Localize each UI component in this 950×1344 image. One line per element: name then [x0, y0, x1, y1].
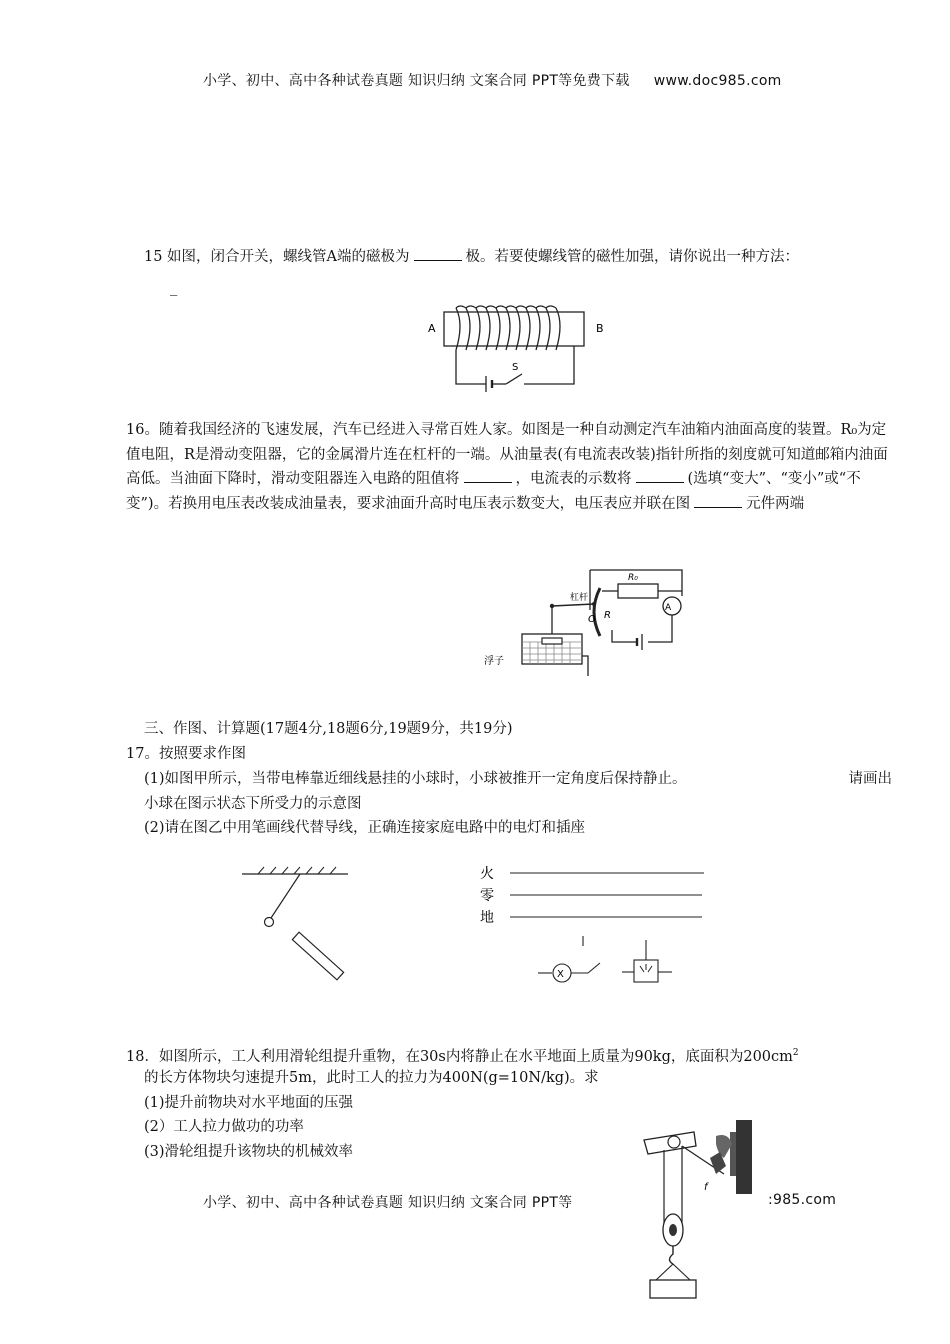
- switch-blade: [506, 374, 522, 384]
- q15-text: 15 如图，闭合开关，螺线管A端的磁极为 极。若要使螺线管的磁性加强，请你说出一种方法：: [144, 245, 799, 269]
- label-s: S: [512, 362, 519, 373]
- wire-label-ground: 地: [480, 910, 494, 926]
- label-f: f: [704, 1182, 708, 1193]
- header-text: 小学、初中、高中各种试卷真题 知识归纳 文案合同 PPT等免费下载: [203, 73, 630, 89]
- q16-blank-current[interactable]: [636, 468, 684, 483]
- q18-sub3: (3)滑轮组提升该物块的机械效率: [144, 1144, 354, 1160]
- footer-site[interactable]: :985.com: [768, 1192, 837, 1208]
- rheostat-r: [594, 588, 600, 636]
- label-o: O: [588, 614, 596, 625]
- label-r: R: [604, 610, 611, 621]
- thread: [271, 874, 300, 918]
- header-site[interactable]: www.doc985.com: [653, 73, 782, 89]
- label-b: B: [596, 322, 604, 335]
- section3-title: 三、作图、计算题(17题4分,18题6分,19题9分，共19分): [144, 721, 513, 737]
- lamp-x: X: [557, 969, 564, 980]
- socket-symbol: [634, 960, 658, 982]
- q17-item2: (2)请在图乙中用笔画线代替导线，正确连接家庭电路中的电灯和插座: [144, 820, 586, 836]
- float: [542, 638, 562, 644]
- q18-pulley-diagram: [624, 1114, 760, 1304]
- block: [650, 1280, 696, 1298]
- label-ammeter-a: A: [665, 603, 672, 613]
- label-r0: R₀: [628, 573, 638, 583]
- label-lever: 杠杆: [570, 593, 589, 603]
- q15-tail: _: [170, 280, 178, 296]
- wire-label-live: 火: [480, 866, 494, 882]
- wall: [736, 1120, 752, 1194]
- page-header: [203, 70, 782, 90]
- figure-jia-pendulum: [240, 866, 360, 986]
- label-a: A: [428, 322, 436, 335]
- q15-blank-pole[interactable]: [414, 246, 462, 261]
- q18-line2: 的长方体物块匀速提升5m，此时工人的拉力为400N(g=10N/kg)。求: [144, 1070, 599, 1086]
- figure-yi-household-circuit: [472, 860, 712, 990]
- resistor-r0: [618, 584, 658, 598]
- q16-blank-resistance[interactable]: [464, 468, 512, 483]
- q16-paragraph: 16。随着我国经济的飞速发展，汽车已经进入寻常百姓人家。如图是一种自动测定汽车油箱内油面高度的装置。R₀为定值电阻，R是滑动变阻器，它的金属滑片连在杠杆的一端。从油量表(有电流表改装)指针所指的刻度就可知道邮箱内油面高低。当油面下降时，滑动变阻器连入电路的阻值将 ，电流表的示数将 (选填“变大”、“变小”或“不变”)。若换用电压表改装成油量表，要求油面升高时电压表示数变大，电压表应并联在图 元件两端: [126, 422, 888, 512]
- q17-item1: (1)如图甲所示，当带电棒靠近细线悬挂的小球时，小球被推开一定角度后保持静止。 请画出: [144, 771, 892, 787]
- switch-symbol: [588, 963, 600, 973]
- q18-sub1: (1)提升前物块对水平地面的压强: [144, 1095, 354, 1111]
- fixed-pulley: [668, 1136, 680, 1148]
- wire-label-neutral: 零: [480, 888, 494, 904]
- q16-fuel-gauge-diagram: [482, 560, 698, 684]
- footer-text: 小学、初中、高中各种试卷真题 知识归纳 文案合同 PPT等: [203, 1195, 573, 1211]
- small-ball: [265, 918, 274, 927]
- q18-sub2: (2）工人拉力做功的功率: [144, 1119, 304, 1135]
- charged-rod: [292, 932, 343, 980]
- q15-solenoid-diagram: [420, 300, 620, 400]
- q16-blank-element[interactable]: [694, 493, 742, 508]
- q17-title: 17。按照要求作图: [126, 746, 246, 762]
- label-float: 浮子: [484, 656, 504, 667]
- q18-line1: 18．如图所示，工人利用滑轮组提升重物，在30s内将静止在水平地面上质量为90kg，底面积为$200cm^2$: [126, 1048, 799, 1065]
- page-footer: [203, 1192, 573, 1212]
- q17-item1-cont: 小球在图示状态下所受力的示意图: [144, 796, 362, 812]
- lever: [552, 604, 594, 606]
